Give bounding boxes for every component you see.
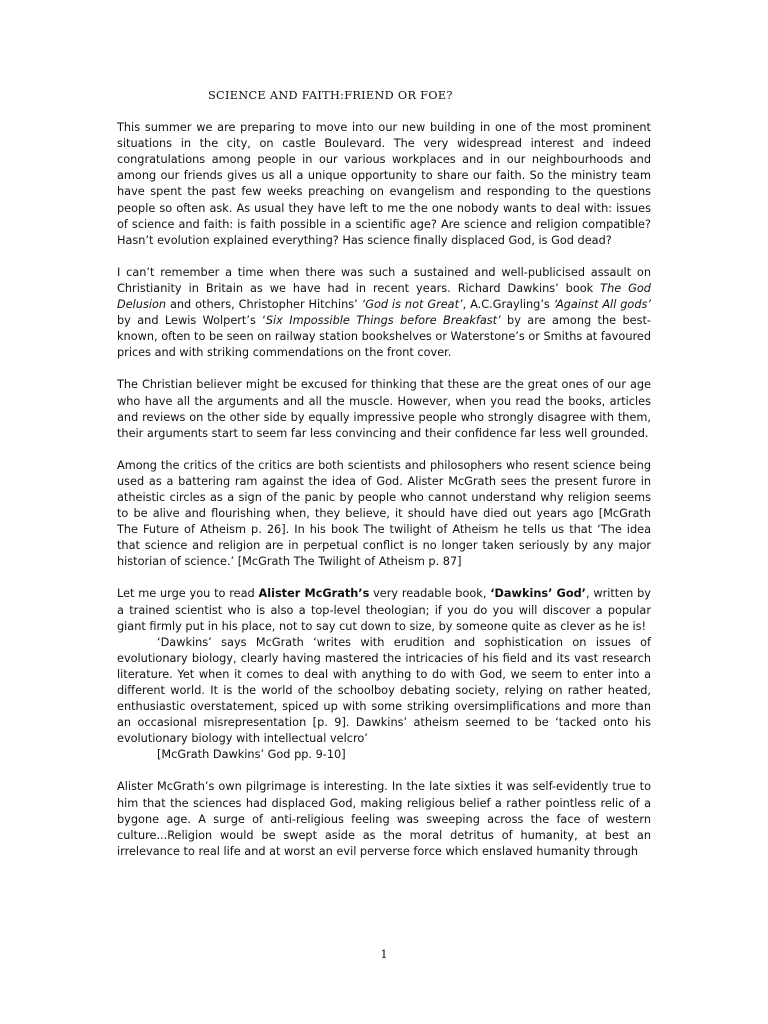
book-title-six-impossible-things: Six Impossible Things before Breakfast’ bbox=[265, 314, 501, 328]
book-title-god-delusion: The God Delusion bbox=[117, 281, 651, 312]
text-run: by are among the best-known, often to be seen on railway station bookshelves or Waterstone’s or Smiths at favoured prices and with striking commendations on the front cover. bbox=[117, 314, 651, 360]
paragraph-assault bbox=[117, 265, 651, 362]
book-title-dawkins-god: ‘Dawkins’ God’ bbox=[490, 587, 586, 601]
book-title-god-is-not-great: ‘God is not Great’ bbox=[361, 298, 463, 312]
page-number: 1 bbox=[380, 948, 388, 961]
text-run: I can’t remember a time when there was such a sustained and well-publicised assault on Christianity in Britain as we have had in recent years. Richard Dawkins’ book bbox=[117, 265, 651, 295]
paragraph-critics: Among the critics of the critics are both scientists and philosophers who resent science being used as a battering ram against the idea of God. Alister McGrath sees the present furore in atheistic circles as a sign of the panic by people who cannot understand why religion seems to be alive and flourishing when, they believe, it should have died out years ago [McGrath The Future of Atheism p. 26]. In his book The twilight of Atheism he tells us that ‘The idea that science and religion are in perpetual conflict is no longer taken seriously by any major historian of science.’ [McGrath The Twilight of Atheism p. 87] bbox=[117, 458, 651, 569]
text-run: and others, Christopher Hitchins’ bbox=[166, 298, 362, 312]
block-quote: ‘Dawkins’ says McGrath ‘writes with erudition and sophistication on issues of evolutionary biology, clearly having mastered the intricacies of his field and its vast research literature. Yet when it comes to deal with anything to do with God, we seem to enter into a different world. It is the world of the schoolboy debating society, relying on rather heated, enthusiastic overstatement, spiced up with some striking oversimplifications and more than an occasional misrepresentation [p. 9]. Dawkins’ atheism seemed to be ‘tacked onto his evolutionary biology with intellectual velcro’ bbox=[117, 635, 651, 746]
text-run: , A.C.Grayling’s bbox=[462, 298, 554, 312]
book-title-against-all-gods: ‘Against All gods’ bbox=[553, 298, 651, 312]
text-run: Let me urge you to read bbox=[117, 587, 259, 601]
document-body bbox=[117, 88, 651, 876]
quote-citation: [McGrath Dawkins’ God pp. 9-10] bbox=[157, 748, 346, 762]
text-run: , written by a trained scientist who is also a top-level theologian; if you do you will discover a popular giant firmly put in his place, not to say cut down to size, by someone quite as clever as he is! bbox=[117, 587, 651, 633]
paragraph-pilgrimage: Alister McGrath’s own pilgrimage is interesting. In the late sixties it was self-evidently true to him that the sciences had displaced God, making religious belief a rather pointless relic of a bygone age. A surge of anti-religious feeling was sweeping across the face of western culture...Religion would be swept aside as the moral detritus of humanity, at best an irrelevance to real life and at worst an evil perverse force which enslaved humanity through bbox=[117, 780, 651, 858]
paragraph-recommendation bbox=[117, 586, 651, 634]
author-name-bold: Alister McGrath’s bbox=[258, 587, 370, 601]
paragraph-christian-believer: The Christian believer might be excused for thinking that these are the great ones of our age who have all the arguments and all the muscle. However, when you read the books, articles and reviews on the other side by equally impressive people who strongly disagree with them, their arguments start to seem far less convincing and their confidence far less well grounded. bbox=[117, 378, 651, 440]
paragraph-intro: This summer we are preparing to move into our new building in one of the most prominent situations in the city, on castle Boulevard. The very widespread interest and indeed congratulations among people in our various workplaces and in our neighbourhoods and among our friends gives us all a unique opportunity to share our faith. So the ministry team have spent the past few weeks preaching on evangelism and responding to the questions people so often ask. As usual they have left to me the one nobody wants to deal with: issues of science and faith: is faith possible in a scientific age? Are science and religion compatible? Hasn’t evolution explained everything? Has science finally displaced God, is God dead? bbox=[117, 121, 651, 247]
text-run: by and Lewis Wolpert’s ‘ bbox=[117, 314, 266, 328]
document-title: SCIENCE AND FAITH:FRIEND OR FOE? bbox=[208, 89, 453, 102]
text-run: very readable book, bbox=[369, 587, 491, 601]
